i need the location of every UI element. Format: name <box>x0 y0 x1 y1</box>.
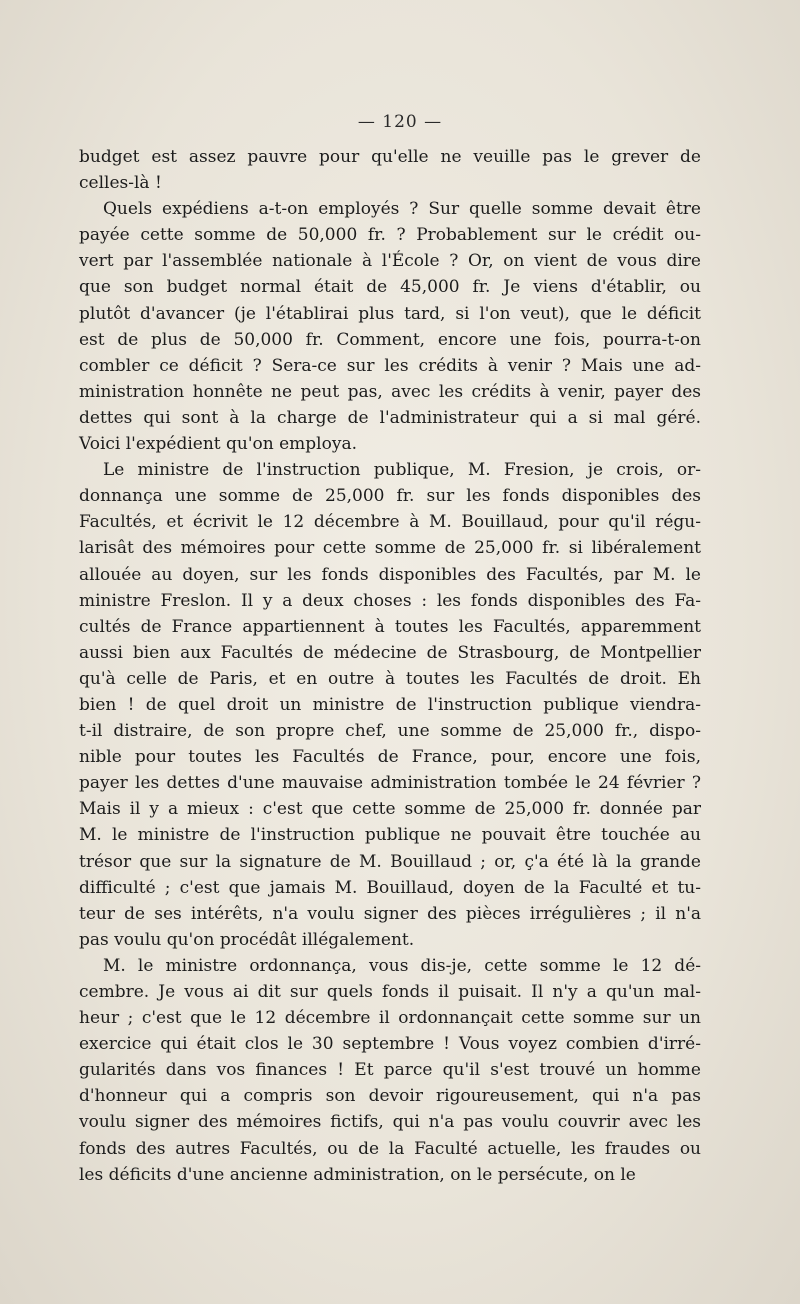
text-line: budget est assez pauvre pour qu'elle ne veuille pas le grever de <box>79 147 701 167</box>
text-line: cultés de France appartiennent à toutes les Facultés, apparemment <box>79 616 701 637</box>
page-number: — 120 — <box>357 112 443 132</box>
text-line: teur de ses intérêts, n'a voulu signer des pièces irrégulières ; il n'a <box>79 903 701 924</box>
text-line: les déficits d'une ancienne administration, on le persécute, on le <box>79 1164 636 1185</box>
text-line: M. le ministre de l'instruction publique ne pouvait être touchée au <box>79 825 701 846</box>
text-line: d'honneur qui a compris son devoir rigoureusement, qui n'a pas <box>79 1086 701 1107</box>
body-text <box>79 144 701 1188</box>
text-line: vert par l'assemblée nationale à l'École ? Or, on vient de vous dire <box>79 251 701 272</box>
text-line: aussi bien aux Facultés de médecine de Strasbourg, de Montpellier <box>79 642 701 663</box>
text-line: ministration honnête ne peut pas, avec les crédits à venir, payer des <box>79 381 701 402</box>
text-line: ministre Freslon. Il y a deux choses : les fonds disponibles des Fa- <box>79 590 701 611</box>
text-line: que son budget normal était de 45,000 fr. Je viens d'établir, ou <box>79 277 701 298</box>
text-line: M. le ministre ordonnança, vous dis-je, cette somme le 12 dé- <box>103 955 701 976</box>
text-line: Mais il y a mieux : c'est que cette somme de 25,000 fr. donnée par <box>79 799 701 820</box>
text-line: pas voulu qu'on procédât illégalement. <box>79 929 415 950</box>
text-line: nible pour toutes les Facultés de France, pour, encore une fois, <box>79 747 701 768</box>
paragraph <box>79 144 701 196</box>
text-line: payée cette somme de 50,000 fr. ? Probablement sur le crédit ou- <box>79 225 701 246</box>
text-line: t-il distraire, de son propre chef, une somme de 25,000 fr., dispo- <box>79 721 701 742</box>
text-line: Voici l'expédient qu'on employa. <box>79 434 357 455</box>
text-line: voulu signer des mémoires fictifs, qui n'a pas voulu couvrir avec les <box>79 1112 701 1133</box>
paragraph <box>79 953 701 1188</box>
text-line: est de plus de 50,000 fr. Comment, encore une fois, pourra-t-on <box>79 329 701 350</box>
text-line: qu'à celle de Paris, et en outre à toutes les Facultés de droit. Eh <box>79 668 701 689</box>
text-line: donnança une somme de 25,000 fr. sur les fonds disponibles des <box>79 486 701 507</box>
text-line: bien ! de quel droit un ministre de l'instruction publique viendra- <box>79 694 701 715</box>
text-line: exercice qui était clos le 30 septembre ! Vous voyez combien d'irré- <box>79 1034 701 1055</box>
text-line: dettes qui sont à la charge de l'administrateur qui a si mal géré. <box>79 407 701 428</box>
text-line: gularités dans vos finances ! Et parce qu'il s'est trouvé un homme <box>79 1060 701 1081</box>
text-line: payer les dettes d'une mauvaise administration tombée le 24 février ? <box>79 773 701 794</box>
text-line: larisât des mémoires pour cette somme de 25,000 fr. si libéralement <box>79 538 701 559</box>
text-line: trésor que sur la signature de M. Bouillaud ; or, ç'a été là la grande <box>79 851 701 872</box>
text-line: celles-là ! <box>79 173 162 194</box>
text-line: Le ministre de l'instruction publique, M. Fresion, je crois, or- <box>103 460 701 481</box>
text-line: Facultés, et écrivit le 12 décembre à M. Bouillaud, pour qu'il régu- <box>79 512 701 533</box>
paragraph <box>79 196 701 457</box>
text-line: heur ; c'est que le 12 décembre il ordonnançait cette somme sur un <box>79 1008 701 1029</box>
text-line: cembre. Je vous ai dit sur quels fonds il puisait. Il n'y a qu'un mal- <box>79 982 701 1002</box>
text-line: difficulté ; c'est que jamais M. Bouillaud, doyen de la Faculté et tu- <box>79 877 701 898</box>
text-line: allouée au doyen, sur les fonds disponibles des Facultés, par M. le <box>79 564 701 585</box>
text-line: fonds des autres Facultés, ou de la Faculté actuelle, les fraudes ou <box>79 1138 701 1159</box>
text-line: Quels expédiens a-t-on employés ? Sur quelle somme devait être <box>103 199 701 220</box>
paragraph <box>79 457 701 953</box>
text-line: plutôt d'avancer (je l'établirai plus tard, si l'on veut), que le déficit <box>79 303 701 324</box>
text-line: combler ce déficit ? Sera-ce sur les crédits à venir ? Mais une ad- <box>79 355 701 376</box>
